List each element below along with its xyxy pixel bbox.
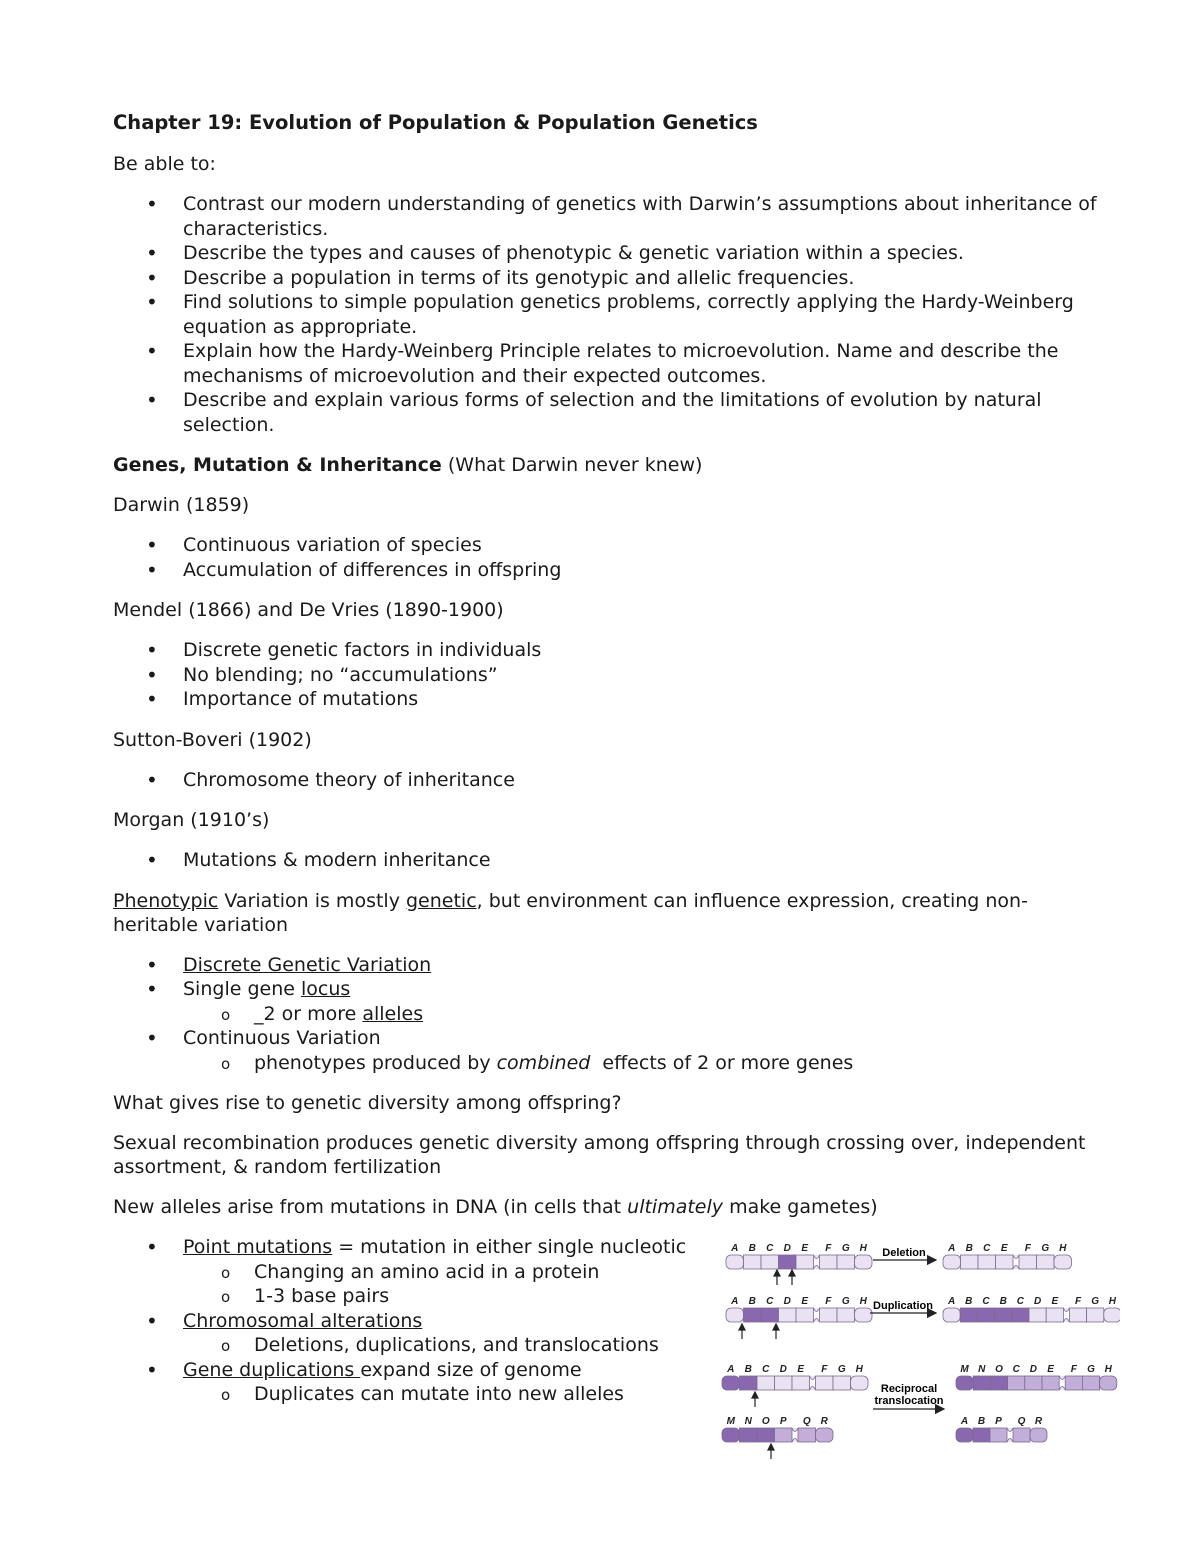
sutton-heading: Sutton-Boveri (1902)	[113, 728, 312, 751]
chromosome-segment	[775, 1428, 793, 1442]
chromosome-segment	[1069, 1308, 1086, 1322]
document-page	[113, 110, 1103, 1423]
chromosome-segment	[833, 1376, 851, 1390]
mendel-heading: Mendel (1866) and De Vries (1890-1900)	[113, 599, 504, 621]
text-run: , but environment can influence expression, creating non-heritable variation	[113, 889, 1028, 936]
chromosome	[722, 1364, 868, 1390]
chromosome-segment	[1082, 1376, 1099, 1390]
list-item	[113, 1309, 713, 1334]
gene-label: Q	[802, 1416, 811, 1427]
text-run: effects of 2 or more genes	[590, 1051, 854, 1074]
chromosome-segment	[779, 1255, 797, 1269]
sub-list-item	[113, 1051, 1103, 1076]
gene-label: Q	[1017, 1416, 1026, 1427]
gene-label: C	[766, 1296, 774, 1307]
chromosome-segment	[740, 1376, 758, 1390]
gene-label: A	[960, 1416, 969, 1427]
gene-label: R	[820, 1416, 828, 1427]
gene-label: F	[825, 1243, 832, 1254]
gene-label: D	[1029, 1364, 1038, 1375]
chromosome-segment	[855, 1255, 873, 1269]
chromosome-segment	[798, 1428, 816, 1442]
list-item: • Mutations & modern inheritance	[113, 848, 1103, 873]
chromosome	[726, 1243, 872, 1269]
gene-label: F	[1074, 1296, 1082, 1307]
locus-term: locus	[300, 978, 351, 1000]
gene-label: B	[977, 1416, 986, 1427]
chromosome-segment	[820, 1308, 838, 1322]
list-item	[113, 977, 1103, 1002]
variation-paragraph	[113, 889, 1103, 937]
sub-list-item: o Duplicates can mutate into new alleles	[113, 1382, 713, 1407]
chromosome-segment	[1087, 1308, 1104, 1322]
chromosome	[956, 1416, 1047, 1442]
gene-label: E	[801, 1243, 809, 1254]
gene-label: E	[801, 1296, 809, 1307]
gene-label: E	[797, 1364, 805, 1375]
gene-duplications-term: Gene duplications	[183, 1358, 361, 1381]
chromosome-segment	[1008, 1376, 1025, 1390]
sutton-list	[113, 768, 1103, 793]
chromosome-segment	[820, 1255, 838, 1269]
gene-label: G	[1041, 1243, 1050, 1254]
list-item: • Chromosome theory of inheritance	[113, 768, 1103, 793]
text-run: make gametes)	[723, 1196, 878, 1218]
genetic-term: genetic	[405, 889, 477, 912]
list-item	[113, 953, 1103, 978]
gene-label: H	[1104, 1364, 1112, 1375]
chromosome-segment	[973, 1376, 990, 1390]
chromosome-segment	[779, 1308, 797, 1322]
list-item: • Accumulation of differences in offspring	[113, 558, 1103, 583]
centromere	[1013, 1255, 1019, 1269]
chromosome-segment	[1025, 1376, 1042, 1390]
gene-label: H	[1059, 1243, 1067, 1254]
chromosome	[943, 1243, 1072, 1269]
gene-label: D	[779, 1364, 787, 1375]
gene-label: H	[859, 1296, 867, 1307]
chromosome-segment	[744, 1308, 762, 1322]
translocation-label: translocation	[874, 1395, 944, 1407]
gene-label: D	[783, 1243, 791, 1254]
chromosome-segment	[851, 1376, 869, 1390]
reciprocal-label: Reciprocal	[880, 1383, 938, 1395]
chromosome	[956, 1364, 1117, 1390]
gene-label: N	[978, 1364, 986, 1375]
objectives-list	[113, 192, 1103, 437]
phenotypic-term: Phenotypic	[113, 889, 219, 912]
alleles-term: alleles	[362, 1002, 424, 1025]
section-heading-bold: Genes, Mutation & Inheritance	[113, 454, 442, 476]
chromosome-segment	[837, 1255, 855, 1269]
gene-label: C	[982, 1296, 990, 1307]
list-item	[113, 1358, 713, 1383]
gene-label: M	[726, 1416, 735, 1427]
gene-label: H	[859, 1243, 867, 1254]
combined-term: combined	[496, 1051, 591, 1074]
gene-label: F	[821, 1364, 828, 1375]
centromere	[1063, 1308, 1069, 1322]
chromosome-segment	[816, 1428, 834, 1442]
chromosome-segment	[1065, 1376, 1082, 1390]
gene-label: G	[1087, 1364, 1095, 1375]
chromosome-segment	[837, 1308, 855, 1322]
ultimately-term: ultimately	[627, 1196, 724, 1218]
gene-label: M	[960, 1364, 969, 1375]
section-heading-sub: (What Darwin never knew)	[441, 454, 703, 476]
centromere	[1059, 1376, 1065, 1390]
gene-label: C	[766, 1243, 774, 1254]
chromosome	[722, 1416, 833, 1442]
text-run: expand size of genome	[360, 1358, 582, 1381]
chromosome-segment	[1029, 1308, 1046, 1322]
darwin-heading: Darwin (1859)	[113, 494, 250, 516]
chromosome-segment	[996, 1255, 1014, 1269]
objective-item: • Describe the types and causes of phenotypic & genetic variation within a species.	[113, 241, 1103, 266]
list-item: • Discrete genetic factors in individuals	[113, 638, 1103, 663]
sub-list-item: o Changing an amino acid in a protein	[113, 1260, 713, 1285]
chromosome-segment	[956, 1376, 973, 1390]
recombination-paragraph: Sexual recombination produces genetic diversity among offspring through crossing over, independent assortment, & random fertilization	[113, 1132, 1086, 1178]
centromere	[814, 1255, 820, 1269]
chromosome-segment	[757, 1428, 775, 1442]
chapter-title: Chapter 19: Evolution of Population & Population Genetics	[113, 111, 758, 134]
chromosome-segment	[761, 1308, 779, 1322]
gene-label: B	[744, 1364, 752, 1375]
chromosomal-term: Chromosomal alterations	[183, 1309, 423, 1332]
chromosome-segment	[1037, 1255, 1055, 1269]
be-able-to: Be able to:	[113, 153, 216, 175]
chromosome-mutation-figure	[718, 1233, 1120, 1461]
centromere	[792, 1428, 798, 1442]
morgan-heading: Morgan (1910’s)	[113, 809, 270, 831]
objective-item: • Explain how the Hardy-Weinberg Principle relates to microevolution. Name and describe the mechanisms of microevolution and their expected outcomes.	[113, 339, 1103, 388]
chromosome-segment	[722, 1428, 740, 1442]
chromosome-segment	[792, 1376, 810, 1390]
text-run: phenotypes produced by	[254, 1051, 497, 1074]
chromosome-segment	[1013, 1428, 1030, 1442]
question-paragraph: What gives rise to genetic diversity among offspring?	[113, 1092, 622, 1114]
text-run: New alleles arise from mutations in DNA (in cells that	[113, 1196, 628, 1218]
gene-label: G	[841, 1296, 850, 1307]
chromosome-segment	[726, 1255, 744, 1269]
gene-label: O	[761, 1416, 770, 1427]
chromosome-segment	[1012, 1308, 1029, 1322]
chromosome-segment	[990, 1376, 1007, 1390]
gene-label: D	[1033, 1296, 1042, 1307]
chromosome-segment	[757, 1376, 775, 1390]
reciprocal-translocation-arrow	[873, 1383, 944, 1409]
chromosome-segment	[740, 1428, 758, 1442]
gene-label: D	[783, 1296, 791, 1307]
gene-label: N	[744, 1416, 752, 1427]
sub-list-item: o 1-3 base pairs	[113, 1284, 713, 1309]
gene-label: P	[779, 1416, 787, 1427]
chromosome-segment	[956, 1428, 973, 1442]
gene-label: E	[1051, 1296, 1059, 1307]
deletion-arrow	[873, 1247, 936, 1260]
mutations-list	[113, 1235, 713, 1407]
chromosome-segment	[1042, 1376, 1059, 1390]
chromosome-segment	[1046, 1308, 1063, 1322]
gene-label: B	[748, 1243, 756, 1254]
chromosome-segment	[1019, 1255, 1037, 1269]
list-item	[113, 1235, 713, 1260]
duplication-label: Duplication	[873, 1300, 933, 1312]
variation-list	[113, 953, 1103, 1076]
text-run: Single gene	[183, 978, 301, 1000]
duplication-arrow	[870, 1300, 936, 1313]
list-item: • Importance of mutations	[113, 687, 1103, 712]
chromosome-segment	[761, 1255, 779, 1269]
chromosome-segment	[775, 1376, 793, 1390]
gene-label: G	[841, 1243, 850, 1254]
chromosome-segment	[960, 1308, 977, 1322]
new-alleles-paragraph	[113, 1195, 1103, 1219]
gene-label: A	[947, 1296, 956, 1307]
gene-label: A	[731, 1243, 739, 1254]
gene-label: C	[983, 1243, 991, 1254]
gene-label: B	[999, 1296, 1007, 1307]
list-item: • No blending; no “accumulations”	[113, 663, 1103, 688]
chromosome-segment	[977, 1308, 994, 1322]
chromosome-segment	[961, 1255, 979, 1269]
chromosome-segment	[1100, 1376, 1117, 1390]
gene-label: A	[948, 1243, 956, 1254]
list-item: • Continuous variation of species	[113, 533, 1103, 558]
point-mutations-term: Point mutations	[183, 1236, 333, 1258]
objective-item: • Contrast our modern understanding of genetics with Darwin’s assumptions about inheritance of characteristics.	[113, 192, 1103, 241]
gene-label: P	[995, 1416, 1002, 1427]
objective-item: • Describe and explain various forms of selection and the limitations of evolution by natural selection.	[113, 388, 1103, 437]
centromere	[1007, 1428, 1013, 1442]
chromosome-segment	[796, 1255, 814, 1269]
gene-label: G	[837, 1364, 846, 1375]
chromosome-segment	[943, 1255, 961, 1269]
section-heading	[113, 453, 1103, 477]
gene-label: F	[1024, 1243, 1031, 1254]
chromosome-segment	[990, 1428, 1007, 1442]
objective-item: • Describe a population in terms of its genotypic and allelic frequencies.	[113, 266, 1103, 291]
text-run: = mutation in either single nucleotic	[332, 1236, 687, 1258]
gene-label: B	[965, 1243, 973, 1254]
gene-label: G	[1091, 1296, 1100, 1307]
chromosome-segment	[816, 1376, 834, 1390]
text-run: Variation is mostly	[218, 889, 406, 912]
centromere	[810, 1376, 816, 1390]
list-item: • Continuous Variation	[113, 1026, 1103, 1051]
discrete-term: Discrete Genetic Variation	[183, 953, 432, 976]
chromosome	[726, 1296, 872, 1322]
chromosome-segment	[744, 1255, 762, 1269]
sub-list-item: o Deletions, duplications, and translocations	[113, 1333, 713, 1358]
gene-label: E	[1000, 1243, 1008, 1254]
gene-label: E	[1047, 1364, 1054, 1375]
chromosome-segment	[978, 1255, 996, 1269]
chromosome-segment	[1104, 1308, 1120, 1322]
text-run: _2 or more	[254, 1002, 363, 1025]
gene-label: B	[748, 1296, 756, 1307]
chromosome-segment	[995, 1308, 1012, 1322]
chromosome-segment	[796, 1308, 814, 1322]
sub-list-item	[113, 1002, 1103, 1027]
chromosome-segment	[1030, 1428, 1047, 1442]
chromosome-segment	[855, 1308, 873, 1322]
mendel-list	[113, 638, 1103, 712]
centromere	[814, 1308, 820, 1322]
gene-label: B	[965, 1296, 973, 1307]
gene-label: C	[1016, 1296, 1025, 1307]
objective-item: • Find solutions to simple population genetics problems, correctly applying the Hardy-Weinberg equation as appropriate.	[113, 290, 1103, 339]
chromosome-segment	[943, 1308, 960, 1322]
gene-label: H	[855, 1364, 863, 1375]
gene-label: H	[1108, 1296, 1117, 1307]
chromosome-segment	[973, 1428, 990, 1442]
chromosome-segment	[722, 1376, 740, 1390]
gene-label: C	[762, 1364, 770, 1375]
chromosome-segment	[726, 1308, 744, 1322]
deletion-label: Deletion	[882, 1247, 926, 1259]
morgan-list	[113, 848, 1103, 873]
darwin-list	[113, 533, 1103, 582]
chromosome	[943, 1296, 1120, 1322]
gene-label: A	[731, 1296, 739, 1307]
gene-label: O	[995, 1364, 1003, 1375]
gene-label: R	[1034, 1416, 1043, 1427]
gene-label: F	[1070, 1364, 1077, 1375]
gene-label: C	[1012, 1364, 1020, 1375]
gene-label: F	[825, 1296, 832, 1307]
chromosome-segment	[1054, 1255, 1072, 1269]
gene-label: A	[727, 1364, 735, 1375]
